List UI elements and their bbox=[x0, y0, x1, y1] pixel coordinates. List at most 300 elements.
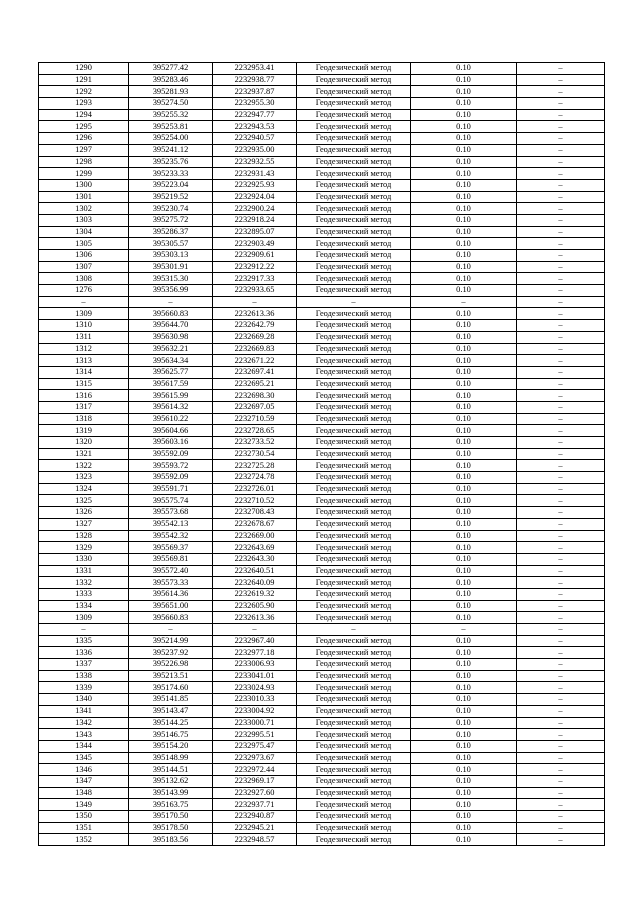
table-row bbox=[39, 226, 605, 238]
accuracy-cell: 0.10 bbox=[411, 250, 517, 262]
table-row bbox=[39, 238, 605, 250]
note-cell: – bbox=[517, 179, 605, 191]
method-cell: Геодезический метод bbox=[297, 355, 411, 367]
y-coordinate-cell: 2232730.54 bbox=[213, 448, 297, 460]
accuracy-cell: 0.10 bbox=[411, 355, 517, 367]
method-cell: – bbox=[297, 624, 411, 636]
x-coordinate-cell: 395178.50 bbox=[129, 822, 213, 834]
table-row bbox=[39, 86, 605, 98]
y-coordinate-cell: 2232698.30 bbox=[213, 390, 297, 402]
note-cell: – bbox=[517, 250, 605, 262]
point-number-cell: 1306 bbox=[39, 250, 129, 262]
x-coordinate-cell: 395174.60 bbox=[129, 682, 213, 694]
x-coordinate-cell: 395630.98 bbox=[129, 331, 213, 343]
y-coordinate-cell: 2232903.49 bbox=[213, 238, 297, 250]
point-number-cell: 1340 bbox=[39, 694, 129, 706]
x-coordinate-cell: 395305.57 bbox=[129, 238, 213, 250]
coordinates-table-body bbox=[39, 63, 605, 846]
point-number-cell: 1296 bbox=[39, 133, 129, 145]
note-cell: – bbox=[517, 600, 605, 612]
accuracy-cell: 0.10 bbox=[411, 553, 517, 565]
point-number-cell: – bbox=[39, 296, 129, 308]
note-cell: – bbox=[517, 624, 605, 636]
x-coordinate-cell: 395230.74 bbox=[129, 203, 213, 215]
note-cell: – bbox=[517, 717, 605, 729]
y-coordinate-cell: 2232619.32 bbox=[213, 588, 297, 600]
accuracy-cell: 0.10 bbox=[411, 483, 517, 495]
x-coordinate-cell: 395144.25 bbox=[129, 717, 213, 729]
x-coordinate-cell: 395233.33 bbox=[129, 168, 213, 180]
method-cell: Геодезический метод bbox=[297, 109, 411, 121]
accuracy-cell: 0.10 bbox=[411, 214, 517, 226]
method-cell: Геодезический метод bbox=[297, 799, 411, 811]
x-coordinate-cell: 395301.91 bbox=[129, 261, 213, 273]
y-coordinate-cell: 2232640.51 bbox=[213, 565, 297, 577]
point-number-cell: 1322 bbox=[39, 460, 129, 472]
note-cell: – bbox=[517, 799, 605, 811]
y-coordinate-cell: 2233000.71 bbox=[213, 717, 297, 729]
note-cell: – bbox=[517, 822, 605, 834]
y-coordinate-cell: 2232613.36 bbox=[213, 308, 297, 320]
x-coordinate-cell: 395593.72 bbox=[129, 460, 213, 472]
y-coordinate-cell: 2232945.21 bbox=[213, 822, 297, 834]
table-row bbox=[39, 472, 605, 484]
note-cell: – bbox=[517, 729, 605, 741]
point-number-cell: 1291 bbox=[39, 74, 129, 86]
table-row bbox=[39, 191, 605, 203]
point-number-cell: 1319 bbox=[39, 425, 129, 437]
accuracy-cell: 0.10 bbox=[411, 542, 517, 554]
accuracy-cell: 0.10 bbox=[411, 63, 517, 75]
x-coordinate-cell: 395281.93 bbox=[129, 86, 213, 98]
point-number-cell: 1290 bbox=[39, 63, 129, 75]
y-coordinate-cell: 2232733.52 bbox=[213, 437, 297, 449]
table-row bbox=[39, 121, 605, 133]
method-cell: Геодезический метод bbox=[297, 121, 411, 133]
table-row bbox=[39, 401, 605, 413]
table-row bbox=[39, 331, 605, 343]
table-row bbox=[39, 764, 605, 776]
y-coordinate-cell: 2232995.51 bbox=[213, 729, 297, 741]
table-row bbox=[39, 144, 605, 156]
accuracy-cell: 0.10 bbox=[411, 565, 517, 577]
table-row bbox=[39, 273, 605, 285]
method-cell: Геодезический метод bbox=[297, 518, 411, 530]
x-coordinate-cell: 395132.62 bbox=[129, 775, 213, 787]
point-number-cell: 1332 bbox=[39, 577, 129, 589]
point-number-cell: 1303 bbox=[39, 214, 129, 226]
note-cell: – bbox=[517, 378, 605, 390]
method-cell: Геодезический метод bbox=[297, 437, 411, 449]
method-cell: Геодезический метод bbox=[297, 729, 411, 741]
note-cell: – bbox=[517, 331, 605, 343]
table-row bbox=[39, 413, 605, 425]
accuracy-cell: 0.10 bbox=[411, 694, 517, 706]
table-row bbox=[39, 483, 605, 495]
x-coordinate-cell: 395651.00 bbox=[129, 600, 213, 612]
y-coordinate-cell: 2232917.33 bbox=[213, 273, 297, 285]
accuracy-cell: 0.10 bbox=[411, 179, 517, 191]
accuracy-cell: 0.10 bbox=[411, 366, 517, 378]
accuracy-cell: 0.10 bbox=[411, 717, 517, 729]
accuracy-cell: 0.10 bbox=[411, 191, 517, 203]
table-row bbox=[39, 542, 605, 554]
x-coordinate-cell: 395542.13 bbox=[129, 518, 213, 530]
method-cell: Геодезический метод bbox=[297, 448, 411, 460]
point-number-cell: 1326 bbox=[39, 507, 129, 519]
note-cell: – bbox=[517, 659, 605, 671]
accuracy-cell: – bbox=[411, 624, 517, 636]
table-row bbox=[39, 705, 605, 717]
table-row bbox=[39, 250, 605, 262]
y-coordinate-cell: 2232940.87 bbox=[213, 811, 297, 823]
y-coordinate-cell: 2232605.90 bbox=[213, 600, 297, 612]
point-number-cell: 1351 bbox=[39, 822, 129, 834]
method-cell: Геодезический метод bbox=[297, 273, 411, 285]
x-coordinate-cell: 395213.51 bbox=[129, 670, 213, 682]
table-row bbox=[39, 74, 605, 86]
accuracy-cell: 0.10 bbox=[411, 670, 517, 682]
y-coordinate-cell: 2232955.30 bbox=[213, 98, 297, 110]
x-coordinate-cell: 395183.56 bbox=[129, 834, 213, 846]
y-coordinate-cell: 2232671.22 bbox=[213, 355, 297, 367]
note-cell: – bbox=[517, 460, 605, 472]
accuracy-cell: 0.10 bbox=[411, 308, 517, 320]
point-number-cell: 1316 bbox=[39, 390, 129, 402]
x-coordinate-cell: 395146.75 bbox=[129, 729, 213, 741]
y-coordinate-cell: 2232918.24 bbox=[213, 214, 297, 226]
method-cell: Геодезический метод bbox=[297, 413, 411, 425]
y-coordinate-cell: 2232678.67 bbox=[213, 518, 297, 530]
point-number-cell: 1333 bbox=[39, 588, 129, 600]
accuracy-cell: 0.10 bbox=[411, 109, 517, 121]
x-coordinate-cell: 395141.85 bbox=[129, 694, 213, 706]
accuracy-cell: 0.10 bbox=[411, 285, 517, 297]
method-cell: Геодезический метод bbox=[297, 764, 411, 776]
table-row bbox=[39, 822, 605, 834]
table-row bbox=[39, 787, 605, 799]
accuracy-cell: 0.10 bbox=[411, 612, 517, 624]
method-cell: Геодезический метод bbox=[297, 133, 411, 145]
note-cell: – bbox=[517, 156, 605, 168]
y-coordinate-cell: 2232669.00 bbox=[213, 530, 297, 542]
method-cell: Геодезический метод bbox=[297, 203, 411, 215]
x-coordinate-cell: 395542.32 bbox=[129, 530, 213, 542]
method-cell: Геодезический метод bbox=[297, 144, 411, 156]
y-coordinate-cell: 2233024.93 bbox=[213, 682, 297, 694]
y-coordinate-cell: 2232969.17 bbox=[213, 775, 297, 787]
x-coordinate-cell: 395274.50 bbox=[129, 98, 213, 110]
y-coordinate-cell: 2232953.41 bbox=[213, 63, 297, 75]
point-number-cell: 1311 bbox=[39, 331, 129, 343]
y-coordinate-cell: 2232697.05 bbox=[213, 401, 297, 413]
y-coordinate-cell: – bbox=[213, 296, 297, 308]
method-cell: Геодезический метод bbox=[297, 694, 411, 706]
note-cell: – bbox=[517, 565, 605, 577]
table-row bbox=[39, 682, 605, 694]
point-number-cell: 1314 bbox=[39, 366, 129, 378]
point-number-cell: – bbox=[39, 624, 129, 636]
method-cell: Геодезический метод bbox=[297, 179, 411, 191]
separator-row bbox=[39, 624, 605, 636]
x-coordinate-cell: 395253.81 bbox=[129, 121, 213, 133]
y-coordinate-cell: 2232937.87 bbox=[213, 86, 297, 98]
y-coordinate-cell: 2232912.22 bbox=[213, 261, 297, 273]
y-coordinate-cell: 2232937.71 bbox=[213, 799, 297, 811]
table-row bbox=[39, 168, 605, 180]
table-row bbox=[39, 133, 605, 145]
accuracy-cell: 0.10 bbox=[411, 518, 517, 530]
y-coordinate-cell: 2232708.43 bbox=[213, 507, 297, 519]
x-coordinate-cell: 395569.81 bbox=[129, 553, 213, 565]
point-number-cell: 1338 bbox=[39, 670, 129, 682]
table-row bbox=[39, 308, 605, 320]
y-coordinate-cell: 2232931.43 bbox=[213, 168, 297, 180]
method-cell: Геодезический метод bbox=[297, 156, 411, 168]
table-row bbox=[39, 179, 605, 191]
point-number-cell: 1341 bbox=[39, 705, 129, 717]
point-number-cell: 1313 bbox=[39, 355, 129, 367]
note-cell: – bbox=[517, 355, 605, 367]
y-coordinate-cell: 2232710.52 bbox=[213, 495, 297, 507]
point-number-cell: 1334 bbox=[39, 600, 129, 612]
table-row bbox=[39, 261, 605, 273]
method-cell: Геодезический метод bbox=[297, 63, 411, 75]
accuracy-cell: 0.10 bbox=[411, 460, 517, 472]
accuracy-cell: 0.10 bbox=[411, 261, 517, 273]
method-cell: Геодезический метод bbox=[297, 250, 411, 262]
y-coordinate-cell: 2232948.57 bbox=[213, 834, 297, 846]
accuracy-cell: 0.10 bbox=[411, 413, 517, 425]
accuracy-cell: 0.10 bbox=[411, 343, 517, 355]
x-coordinate-cell: 395143.47 bbox=[129, 705, 213, 717]
method-cell: Геодезический метод bbox=[297, 261, 411, 273]
x-coordinate-cell: 395283.46 bbox=[129, 74, 213, 86]
accuracy-cell: 0.10 bbox=[411, 752, 517, 764]
note-cell: – bbox=[517, 273, 605, 285]
accuracy-cell: 0.10 bbox=[411, 764, 517, 776]
y-coordinate-cell: 2232938.77 bbox=[213, 74, 297, 86]
table-row bbox=[39, 109, 605, 121]
note-cell: – bbox=[517, 203, 605, 215]
table-row bbox=[39, 600, 605, 612]
accuracy-cell: 0.10 bbox=[411, 495, 517, 507]
note-cell: – bbox=[517, 775, 605, 787]
point-number-cell: 1292 bbox=[39, 86, 129, 98]
point-number-cell: 1309 bbox=[39, 308, 129, 320]
y-coordinate-cell: 2232643.30 bbox=[213, 553, 297, 565]
note-cell: – bbox=[517, 425, 605, 437]
method-cell: Геодезический метод bbox=[297, 740, 411, 752]
note-cell: – bbox=[517, 448, 605, 460]
note-cell: – bbox=[517, 670, 605, 682]
x-coordinate-cell: 395219.52 bbox=[129, 191, 213, 203]
accuracy-cell: 0.10 bbox=[411, 682, 517, 694]
x-coordinate-cell: 395614.32 bbox=[129, 401, 213, 413]
method-cell: Геодезический метод bbox=[297, 600, 411, 612]
table-row bbox=[39, 752, 605, 764]
x-coordinate-cell: 395235.76 bbox=[129, 156, 213, 168]
note-cell: – bbox=[517, 261, 605, 273]
note-cell: – bbox=[517, 285, 605, 297]
y-coordinate-cell: 2232725.28 bbox=[213, 460, 297, 472]
note-cell: – bbox=[517, 320, 605, 332]
method-cell: Геодезический метод bbox=[297, 775, 411, 787]
accuracy-cell: 0.10 bbox=[411, 320, 517, 332]
point-number-cell: 1349 bbox=[39, 799, 129, 811]
y-coordinate-cell: 2232947.77 bbox=[213, 109, 297, 121]
accuracy-cell: 0.10 bbox=[411, 729, 517, 741]
y-coordinate-cell: 2233010.33 bbox=[213, 694, 297, 706]
note-cell: – bbox=[517, 366, 605, 378]
note-cell: – bbox=[517, 214, 605, 226]
accuracy-cell: 0.10 bbox=[411, 168, 517, 180]
table-row bbox=[39, 659, 605, 671]
x-coordinate-cell: 395591.71 bbox=[129, 483, 213, 495]
point-number-cell: 1294 bbox=[39, 109, 129, 121]
method-cell: Геодезический метод bbox=[297, 320, 411, 332]
method-cell: Геодезический метод bbox=[297, 577, 411, 589]
x-coordinate-cell: 395610.22 bbox=[129, 413, 213, 425]
method-cell: Геодезический метод bbox=[297, 588, 411, 600]
y-coordinate-cell: 2232642.79 bbox=[213, 320, 297, 332]
table-row bbox=[39, 63, 605, 75]
method-cell: Геодезический метод bbox=[297, 98, 411, 110]
accuracy-cell: 0.10 bbox=[411, 740, 517, 752]
x-coordinate-cell: 395255.32 bbox=[129, 109, 213, 121]
x-coordinate-cell: 395603.16 bbox=[129, 437, 213, 449]
accuracy-cell: 0.10 bbox=[411, 775, 517, 787]
note-cell: – bbox=[517, 296, 605, 308]
accuracy-cell: 0.10 bbox=[411, 705, 517, 717]
point-number-cell: 1302 bbox=[39, 203, 129, 215]
y-coordinate-cell: 2232943.53 bbox=[213, 121, 297, 133]
accuracy-cell: 0.10 bbox=[411, 588, 517, 600]
point-number-cell: 1301 bbox=[39, 191, 129, 203]
method-cell: Геодезический метод bbox=[297, 214, 411, 226]
table-row bbox=[39, 320, 605, 332]
accuracy-cell: 0.10 bbox=[411, 635, 517, 647]
method-cell: Геодезический метод bbox=[297, 647, 411, 659]
method-cell: Геодезический метод bbox=[297, 659, 411, 671]
method-cell: Геодезический метод bbox=[297, 682, 411, 694]
x-coordinate-cell: 395660.83 bbox=[129, 308, 213, 320]
table-row bbox=[39, 214, 605, 226]
x-coordinate-cell: 395604.66 bbox=[129, 425, 213, 437]
table-row bbox=[39, 553, 605, 565]
x-coordinate-cell: 395223.04 bbox=[129, 179, 213, 191]
table-row bbox=[39, 834, 605, 846]
point-number-cell: 1336 bbox=[39, 647, 129, 659]
point-number-cell: 1312 bbox=[39, 343, 129, 355]
point-number-cell: 1343 bbox=[39, 729, 129, 741]
method-cell: Геодезический метод bbox=[297, 553, 411, 565]
note-cell: – bbox=[517, 121, 605, 133]
method-cell: Геодезический метод bbox=[297, 366, 411, 378]
note-cell: – bbox=[517, 401, 605, 413]
table-row bbox=[39, 390, 605, 402]
x-coordinate-cell: 395277.42 bbox=[129, 63, 213, 75]
method-cell: Геодезический метод bbox=[297, 343, 411, 355]
method-cell: Геодезический метод bbox=[297, 822, 411, 834]
point-number-cell: 1328 bbox=[39, 530, 129, 542]
method-cell: Геодезический метод bbox=[297, 74, 411, 86]
note-cell: – bbox=[517, 635, 605, 647]
point-number-cell: 1308 bbox=[39, 273, 129, 285]
note-cell: – bbox=[517, 483, 605, 495]
accuracy-cell: 0.10 bbox=[411, 121, 517, 133]
method-cell: Геодезический метод bbox=[297, 285, 411, 297]
y-coordinate-cell: 2232643.69 bbox=[213, 542, 297, 554]
point-number-cell: 1335 bbox=[39, 635, 129, 647]
point-number-cell: 1350 bbox=[39, 811, 129, 823]
method-cell: Геодезический метод bbox=[297, 752, 411, 764]
y-coordinate-cell: 2233006.93 bbox=[213, 659, 297, 671]
y-coordinate-cell: 2232613.36 bbox=[213, 612, 297, 624]
accuracy-cell: 0.10 bbox=[411, 834, 517, 846]
x-coordinate-cell: – bbox=[129, 624, 213, 636]
accuracy-cell: – bbox=[411, 296, 517, 308]
table-row bbox=[39, 811, 605, 823]
table-row bbox=[39, 530, 605, 542]
y-coordinate-cell: 2232977.18 bbox=[213, 647, 297, 659]
method-cell: Геодезический метод bbox=[297, 308, 411, 320]
point-number-cell: 1352 bbox=[39, 834, 129, 846]
point-number-cell: 1318 bbox=[39, 413, 129, 425]
note-cell: – bbox=[517, 518, 605, 530]
y-coordinate-cell: – bbox=[213, 624, 297, 636]
coordinates-table bbox=[38, 62, 605, 846]
method-cell: Геодезический метод bbox=[297, 86, 411, 98]
y-coordinate-cell: 2232932.55 bbox=[213, 156, 297, 168]
point-number-cell: 1293 bbox=[39, 98, 129, 110]
accuracy-cell: 0.10 bbox=[411, 799, 517, 811]
y-coordinate-cell: 2232927.60 bbox=[213, 787, 297, 799]
table-row bbox=[39, 518, 605, 530]
note-cell: – bbox=[517, 507, 605, 519]
point-number-cell: 1325 bbox=[39, 495, 129, 507]
x-coordinate-cell: 395575.74 bbox=[129, 495, 213, 507]
point-number-cell: 1276 bbox=[39, 285, 129, 297]
table-row bbox=[39, 588, 605, 600]
x-coordinate-cell: 395573.33 bbox=[129, 577, 213, 589]
note-cell: – bbox=[517, 308, 605, 320]
y-coordinate-cell: 2232967.40 bbox=[213, 635, 297, 647]
accuracy-cell: 0.10 bbox=[411, 378, 517, 390]
point-number-cell: 1320 bbox=[39, 437, 129, 449]
table-row bbox=[39, 799, 605, 811]
y-coordinate-cell: 2232909.61 bbox=[213, 250, 297, 262]
y-coordinate-cell: 2232935.00 bbox=[213, 144, 297, 156]
note-cell: – bbox=[517, 109, 605, 121]
method-cell: Геодезический метод bbox=[297, 717, 411, 729]
note-cell: – bbox=[517, 413, 605, 425]
y-coordinate-cell: 2232975.47 bbox=[213, 740, 297, 752]
accuracy-cell: 0.10 bbox=[411, 507, 517, 519]
x-coordinate-cell: 395660.83 bbox=[129, 612, 213, 624]
y-coordinate-cell: 2232728.65 bbox=[213, 425, 297, 437]
note-cell: – bbox=[517, 811, 605, 823]
note-cell: – bbox=[517, 390, 605, 402]
accuracy-cell: 0.10 bbox=[411, 659, 517, 671]
accuracy-cell: 0.10 bbox=[411, 787, 517, 799]
accuracy-cell: 0.10 bbox=[411, 811, 517, 823]
y-coordinate-cell: 2232669.28 bbox=[213, 331, 297, 343]
y-coordinate-cell: 2232697.41 bbox=[213, 366, 297, 378]
x-coordinate-cell: 395592.09 bbox=[129, 472, 213, 484]
note-cell: – bbox=[517, 787, 605, 799]
table-row bbox=[39, 203, 605, 215]
